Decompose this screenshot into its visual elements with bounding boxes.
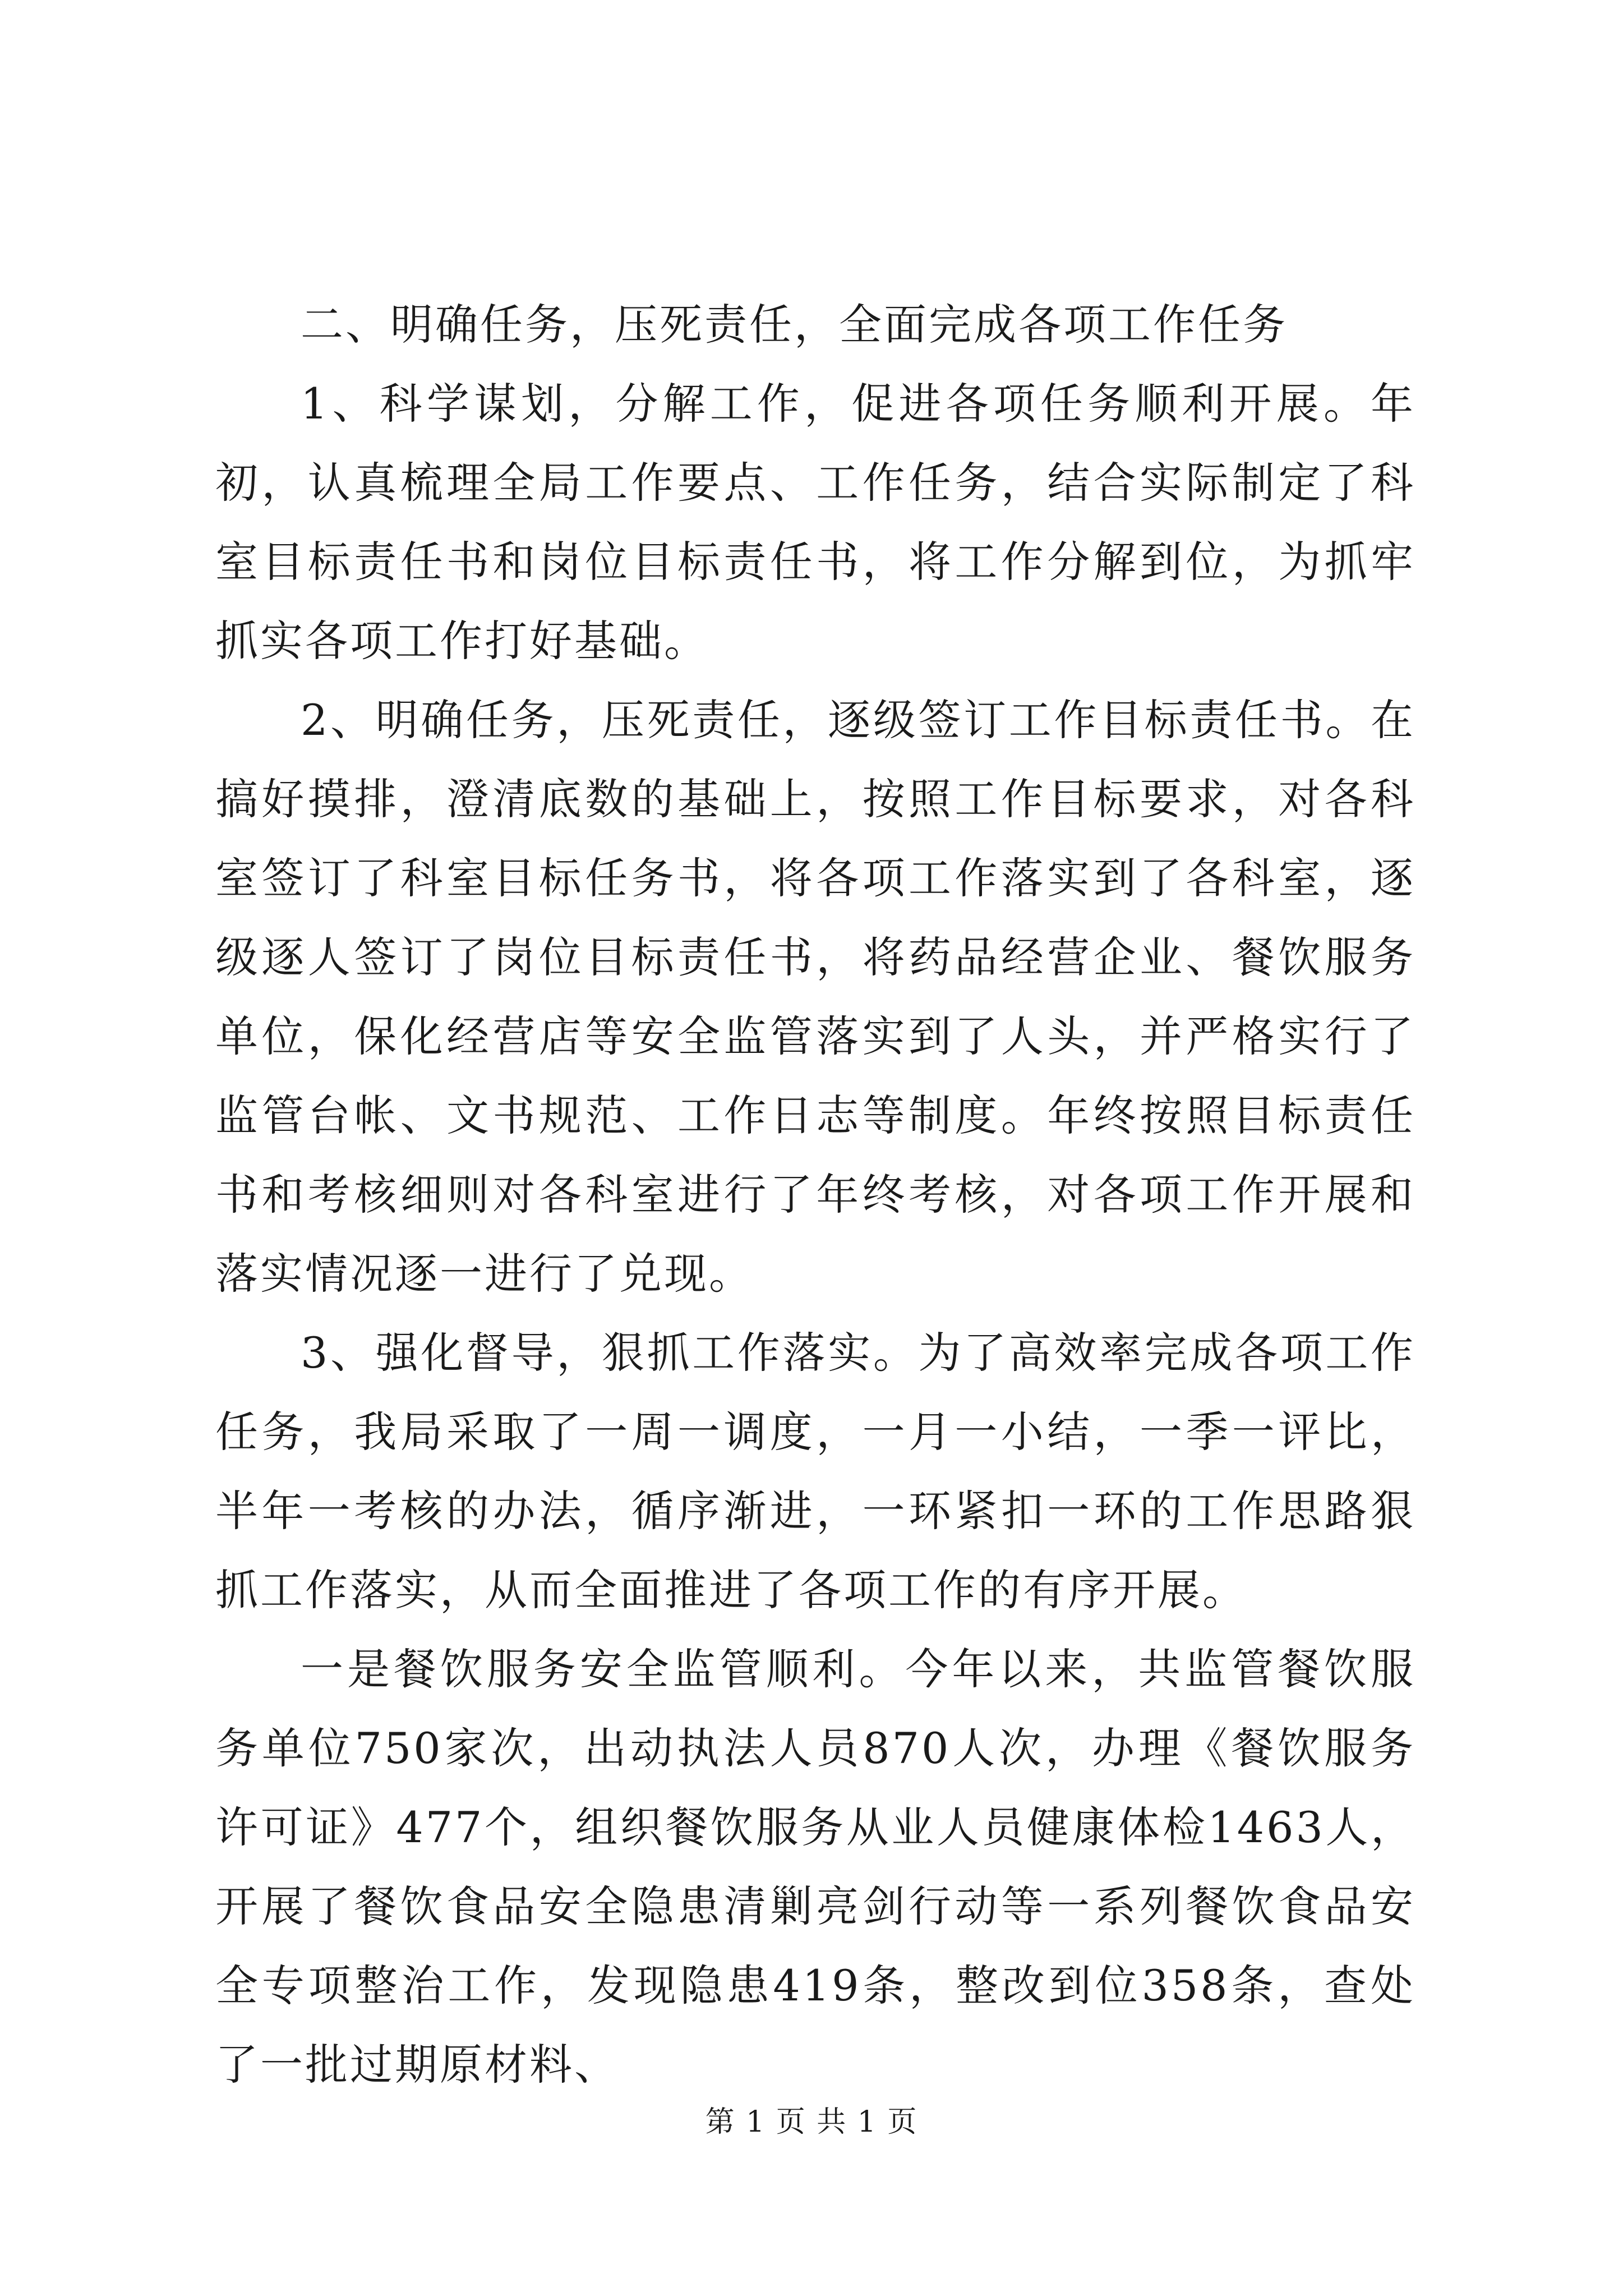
paragraph-3: 3、强化督导，狠抓工作落实。为了高效率完成各项工作任务，我局采取了一周一调度，一月一小结，一季一评比，半年一考核的办法，循序渐进，一环紧扣一环的工作思路狠抓工作落实，从而全面推进了各项工作的有序开展。: [215, 1328, 1415, 1615]
paragraph-2: 2、明确任务，压死责任，逐级签订工作目标责任书。在搞好摸排，澄清底数的基础上，按照工作目标要求，对各科室签订了科室目标任务书，将各项工作落实到了各科室，逐级逐人签订了岗位目标责任书，将药品经营企业、餐饮服务单位，保化经营店等安全监管落实到了人头，并严格实行了监管台帐、文书规范、工作日志等制度。年终按照目标责任书和考核细则对各科室进行了年终考核，对各项工作开展和落实情况逐一进行了兑现。: [215, 695, 1415, 1299]
section-heading: 二、明确任务，压死责任，全面完成各项工作任务: [301, 300, 1288, 349]
paragraph-1: 1、科学谋划，分解工作，促进各项任务顺利开展。年初，认真梳理全局工作要点、工作任务，结合实际制定了科室目标责任书和岗位目标责任书，将工作分解到位，为抓牢抓实各项工作打好基础。: [215, 379, 1415, 666]
document-body: [215, 285, 1415, 2104]
paragraph-4: 一是餐饮服务安全监管顺利。今年以来，共监管餐饮服务单位750家次，出动执法人员870人次，办理《餐饮服务许可证》477个，组织餐饮服务从业人员健康体检1463人，开展了餐饮食品安全隐患清剿亮剑行动等一系列餐饮食品安全专项整治工作，发现隐患419条，整改到位358条，查处了一批过期原材料、: [215, 1644, 1415, 2090]
page-footer: 第 1 页 共 1 页: [705, 2105, 918, 2139]
